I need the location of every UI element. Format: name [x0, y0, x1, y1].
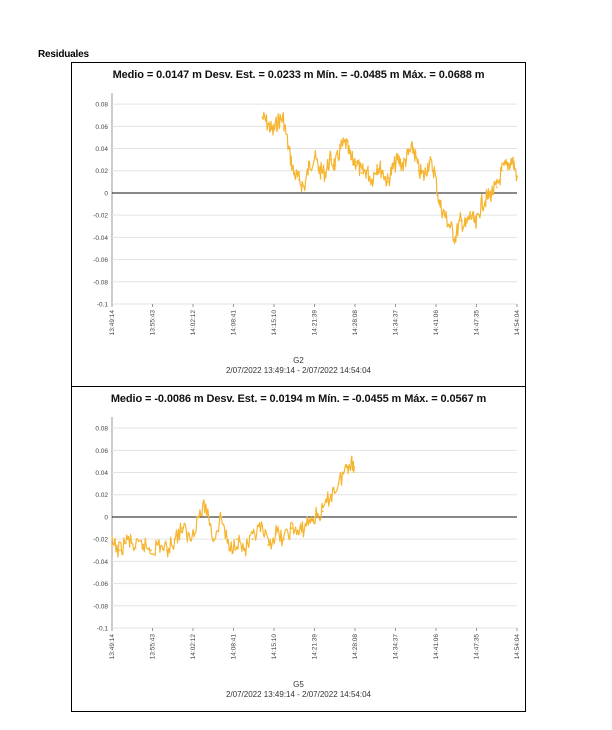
section-title: Residuales — [38, 49, 89, 60]
x-tick-label: 13:55:43 — [149, 634, 157, 660]
residual-point — [516, 175, 518, 177]
residual-point — [371, 179, 373, 181]
residual-point — [283, 538, 285, 540]
residual-point — [423, 175, 425, 177]
residual-point — [298, 179, 300, 181]
residual-point — [306, 522, 308, 524]
residual-point — [397, 159, 399, 161]
chart-title: Medio = 0.0147 m Desv. Est. = 0.0233 m Mín. = -0.0485 m Máx. = 0.0688 m — [112, 69, 485, 81]
residual-point — [491, 192, 493, 194]
residual-point — [319, 170, 321, 172]
x-tick-label: 13:49:14 — [109, 634, 116, 660]
y-tick-label: 0.06 — [95, 123, 108, 131]
residual-point — [291, 527, 293, 529]
station-label: G2 — [293, 356, 304, 365]
residual-point — [228, 549, 230, 551]
residuals-chart-g2 — [72, 63, 527, 388]
y-tick-label: 0 — [104, 190, 108, 198]
residual-point — [418, 170, 420, 172]
residual-point — [428, 161, 430, 163]
residual-point — [355, 161, 357, 163]
residual-point — [329, 159, 331, 161]
residual-point — [501, 170, 503, 172]
residual-point — [387, 181, 389, 183]
y-tick-label: 0.02 — [95, 168, 108, 176]
y-tick-label: 0.04 — [95, 146, 108, 154]
y-tick-label: -0.08 — [93, 279, 108, 287]
residual-point — [111, 544, 113, 546]
residual-point — [322, 511, 324, 513]
residual-point — [221, 516, 223, 518]
residual-point — [366, 170, 368, 172]
x-tick-label: 14:34:37 — [392, 634, 400, 660]
residual-point — [272, 131, 274, 133]
y-tick-label: -0.06 — [93, 257, 108, 265]
x-tick-label: 14:41:06 — [433, 310, 440, 336]
residual-point — [127, 538, 129, 540]
residual-point — [338, 483, 340, 485]
residual-point — [260, 527, 262, 529]
residual-series-line — [112, 456, 354, 557]
residual-point — [475, 225, 477, 227]
residual-point — [142, 544, 144, 546]
x-tick-label: 14:41:06 — [433, 634, 440, 660]
x-tick-label: 14:15:10 — [271, 634, 278, 660]
residual-point — [288, 148, 290, 150]
x-tick-label: 14:21:39 — [311, 310, 319, 336]
residual-point — [392, 168, 394, 170]
x-tick-label: 14:47:35 — [473, 634, 481, 660]
residual-point — [407, 153, 409, 155]
residual-point — [205, 505, 207, 507]
residual-point — [496, 187, 498, 189]
x-tick-label: 14:34:37 — [392, 310, 400, 336]
residual-point — [376, 164, 378, 166]
residual-point — [244, 549, 246, 551]
residual-point — [486, 198, 488, 200]
residuals-panel-g5 — [71, 386, 526, 712]
x-tick-label: 14:08:41 — [230, 310, 238, 336]
residual-point — [460, 220, 462, 222]
station-label: G5 — [293, 680, 304, 689]
residual-point — [314, 157, 316, 159]
residual-point — [449, 225, 451, 227]
residual-point — [267, 544, 269, 546]
residual-point — [252, 538, 254, 540]
residual-point — [444, 214, 446, 216]
residual-point — [413, 148, 415, 150]
residual-point — [158, 544, 160, 546]
y-tick-label: -0.06 — [93, 581, 108, 589]
x-tick-label: 14:08:41 — [230, 634, 238, 660]
residual-point — [309, 164, 311, 166]
x-tick-label: 14:02:12 — [190, 634, 197, 660]
residual-point — [335, 164, 337, 166]
residual-point — [350, 461, 352, 463]
residual-point — [119, 549, 121, 551]
residual-point — [283, 118, 285, 120]
date-range-label: 2/07/2022 13:49:14 - 2/07/2022 14:54:04 — [225, 690, 371, 699]
residual-point — [506, 164, 508, 166]
x-tick-label: 14:28:08 — [352, 634, 359, 660]
x-tick-label: 14:54:04 — [514, 634, 521, 660]
residual-point — [299, 533, 301, 535]
y-tick-label: -0.02 — [93, 536, 108, 544]
residual-point — [314, 516, 316, 518]
residual-point — [402, 164, 404, 166]
y-tick-label: 0.08 — [95, 101, 108, 109]
residual-point — [166, 549, 168, 551]
residual-series-line — [263, 112, 518, 243]
x-tick-label: 14:21:39 — [311, 634, 319, 660]
residual-point — [197, 516, 199, 518]
y-tick-label: 0.06 — [95, 447, 108, 455]
residual-point — [480, 203, 482, 205]
residual-point — [340, 148, 342, 150]
residual-point — [182, 527, 184, 529]
y-tick-label: -0.02 — [93, 212, 108, 220]
residual-point — [236, 538, 238, 540]
residual-point — [345, 142, 347, 144]
residual-point — [381, 170, 383, 172]
residual-point — [512, 159, 514, 161]
y-tick-label: 0.08 — [95, 425, 108, 433]
x-tick-label: 14:28:08 — [352, 310, 359, 336]
x-tick-label: 14:54:04 — [514, 310, 521, 336]
y-tick-label: -0.08 — [93, 603, 108, 611]
y-tick-label: -0.04 — [93, 558, 108, 566]
residual-point — [135, 547, 137, 549]
residual-point — [470, 214, 472, 216]
x-tick-label: 13:55:43 — [149, 310, 157, 336]
residual-point — [330, 494, 332, 496]
residual-point — [267, 123, 269, 125]
x-tick-label: 13:49:14 — [109, 310, 116, 336]
y-tick-label: 0.02 — [95, 492, 108, 500]
residual-point — [433, 170, 435, 172]
residual-point — [353, 466, 355, 468]
residuals-chart-g5 — [72, 387, 527, 713]
residual-point — [361, 172, 363, 174]
residual-point — [454, 237, 456, 239]
residual-point — [350, 159, 352, 161]
x-tick-label: 14:15:10 — [271, 310, 278, 336]
residual-point — [213, 538, 215, 540]
y-tick-label: 0 — [104, 514, 108, 522]
residual-point — [262, 117, 264, 119]
residual-point — [324, 172, 326, 174]
residual-point — [174, 538, 176, 540]
x-tick-label: 14:47:35 — [473, 310, 481, 336]
date-range-label: 2/07/2022 13:49:14 - 2/07/2022 14:54:04 — [225, 366, 371, 375]
y-tick-label: -0.1 — [96, 301, 108, 309]
residual-point — [346, 466, 348, 468]
y-tick-label: -0.04 — [93, 234, 108, 242]
x-tick-label: 14:02:12 — [190, 310, 197, 336]
y-tick-label: 0.04 — [95, 470, 108, 478]
y-tick-label: -0.1 — [96, 625, 108, 633]
residuals-panel-g2 — [71, 62, 526, 387]
chart-title: Medio = -0.0086 m Desv. Est. = 0.0194 m Mín. = -0.0455 m Máx. = 0.0567 m — [110, 393, 487, 405]
residual-point — [439, 203, 441, 205]
residual-point — [150, 549, 152, 551]
residual-point — [293, 172, 295, 174]
residual-point — [277, 120, 279, 122]
residual-point — [189, 538, 191, 540]
residual-point — [465, 225, 467, 227]
residual-point — [275, 533, 277, 535]
residual-point — [303, 187, 305, 189]
